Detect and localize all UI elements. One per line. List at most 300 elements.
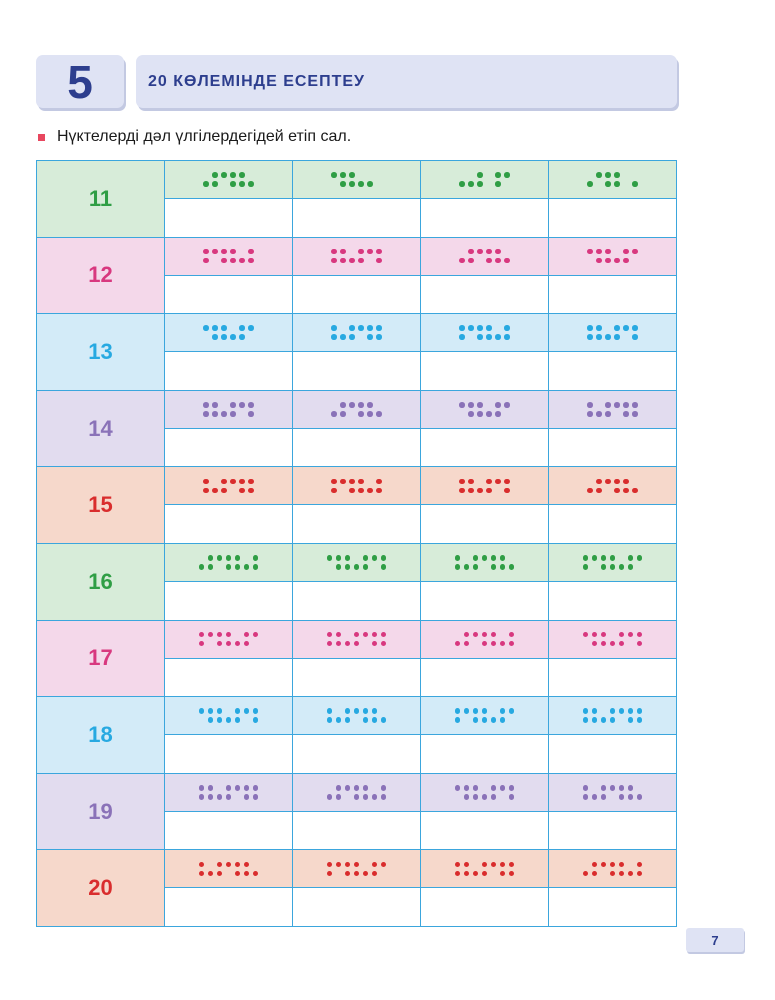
dot bbox=[495, 334, 501, 340]
dot bbox=[623, 411, 629, 417]
dot-sample bbox=[165, 314, 292, 352]
dot bbox=[235, 641, 241, 647]
dot-slot bbox=[251, 869, 260, 878]
dot bbox=[239, 258, 245, 264]
dot-slot bbox=[206, 707, 215, 716]
drawing-area[interactable] bbox=[293, 888, 420, 926]
dot-slot bbox=[379, 562, 388, 571]
dot-slot bbox=[462, 630, 471, 639]
dot bbox=[486, 258, 492, 264]
dot-slot bbox=[595, 171, 604, 180]
dot-sample bbox=[549, 850, 676, 888]
dot-slot bbox=[489, 707, 498, 716]
drawing-area[interactable] bbox=[293, 735, 420, 773]
dot-slot bbox=[206, 869, 215, 878]
dot-slot bbox=[197, 562, 206, 571]
dot-slot bbox=[361, 707, 370, 716]
dot bbox=[477, 402, 483, 408]
drawing-area[interactable] bbox=[165, 812, 292, 850]
pattern-cell bbox=[549, 774, 677, 851]
drawing-area[interactable] bbox=[165, 888, 292, 926]
drawing-area[interactable] bbox=[165, 352, 292, 390]
dot-slot bbox=[348, 324, 357, 333]
dot-slot bbox=[489, 562, 498, 571]
dot bbox=[455, 871, 461, 877]
dot-slot bbox=[197, 639, 206, 648]
dot bbox=[491, 632, 497, 638]
dot bbox=[230, 181, 236, 187]
dot-slot bbox=[622, 400, 631, 409]
dot-slot bbox=[480, 860, 489, 869]
dot-slot bbox=[635, 707, 644, 716]
row-number: 18 bbox=[37, 697, 165, 774]
dot-slot bbox=[581, 792, 590, 801]
drawing-area[interactable] bbox=[165, 659, 292, 697]
dot-slot bbox=[357, 247, 366, 256]
dot-slot bbox=[635, 639, 644, 648]
dot-slot bbox=[238, 333, 247, 342]
dot bbox=[628, 871, 634, 877]
dot bbox=[372, 708, 378, 714]
lesson-title: 20 КӨЛЕМІНДЕ ЕСЕПТЕУ bbox=[148, 72, 365, 90]
drawing-area[interactable] bbox=[421, 812, 548, 850]
dot bbox=[614, 334, 620, 340]
dot bbox=[354, 785, 360, 791]
dot bbox=[610, 555, 616, 561]
dot-slot bbox=[626, 869, 635, 878]
drawing-area[interactable] bbox=[165, 505, 292, 543]
dot bbox=[509, 794, 515, 800]
drawing-area[interactable] bbox=[421, 276, 548, 314]
dot-sample bbox=[165, 161, 292, 199]
dot-sample bbox=[293, 544, 420, 582]
dot-slot bbox=[215, 783, 224, 792]
dot-slot bbox=[453, 707, 462, 716]
dot-slot bbox=[242, 869, 251, 878]
dot-slot bbox=[622, 247, 631, 256]
dot-slot bbox=[343, 630, 352, 639]
dot-slot bbox=[370, 792, 379, 801]
dot-group bbox=[330, 247, 384, 265]
dot bbox=[221, 249, 227, 255]
pattern-cell bbox=[549, 314, 677, 391]
dot bbox=[345, 862, 351, 868]
dot-slot bbox=[617, 792, 626, 801]
dot bbox=[221, 488, 227, 494]
dot bbox=[203, 249, 209, 255]
dot-slot bbox=[370, 716, 379, 725]
dot bbox=[349, 479, 355, 485]
dot-slot bbox=[635, 860, 644, 869]
dot bbox=[605, 172, 611, 178]
dot-slot bbox=[233, 639, 242, 648]
dot bbox=[331, 488, 337, 494]
dot-slot bbox=[242, 630, 251, 639]
dot-slot bbox=[489, 630, 498, 639]
drawing-area[interactable] bbox=[421, 199, 548, 237]
dot-slot bbox=[617, 707, 626, 716]
dot-slot bbox=[343, 716, 352, 725]
dot bbox=[381, 555, 387, 561]
dot bbox=[596, 488, 602, 494]
drawing-area[interactable] bbox=[165, 276, 292, 314]
dot bbox=[349, 325, 355, 331]
dot-group bbox=[586, 247, 640, 265]
dot-slot bbox=[352, 869, 361, 878]
pattern-cell bbox=[421, 544, 549, 621]
dot-slot bbox=[635, 630, 644, 639]
instruction-line bbox=[38, 128, 351, 146]
dot bbox=[349, 258, 355, 264]
dot-slot bbox=[247, 477, 256, 486]
dot bbox=[619, 785, 625, 791]
dot-slot bbox=[453, 716, 462, 725]
dot-slot bbox=[613, 333, 622, 342]
dot-slot bbox=[485, 171, 494, 180]
dot-slot bbox=[507, 869, 516, 878]
instruction-text: Нүктелерді дәл үлгілердегідей етіп сал. bbox=[57, 128, 352, 145]
dot-slot bbox=[224, 792, 233, 801]
dot-slot bbox=[485, 333, 494, 342]
dot-slot bbox=[458, 333, 467, 342]
dot-slot bbox=[489, 869, 498, 878]
dot-group bbox=[458, 477, 512, 495]
dot-sample bbox=[421, 161, 548, 199]
dot bbox=[468, 325, 474, 331]
dot bbox=[491, 564, 497, 570]
dot-slot bbox=[379, 783, 388, 792]
dot-slot bbox=[494, 400, 503, 409]
dot-slot bbox=[467, 477, 476, 486]
dot-slot bbox=[202, 324, 211, 333]
dot-group bbox=[453, 860, 516, 878]
dot-slot bbox=[247, 486, 256, 495]
dot bbox=[327, 717, 333, 723]
row-number: 13 bbox=[37, 314, 165, 391]
dot-sample bbox=[421, 467, 548, 505]
dot-slot bbox=[343, 639, 352, 648]
dot-group bbox=[330, 171, 384, 189]
dot bbox=[248, 249, 254, 255]
dot-slot bbox=[631, 247, 640, 256]
dot-sample bbox=[421, 391, 548, 429]
dot-slot bbox=[251, 860, 260, 869]
dot-slot bbox=[366, 324, 375, 333]
dot-sample bbox=[549, 161, 676, 199]
dot bbox=[345, 871, 351, 877]
drawing-area[interactable] bbox=[293, 812, 420, 850]
pattern-cell bbox=[165, 238, 293, 315]
dot-slot bbox=[224, 860, 233, 869]
dot bbox=[614, 325, 620, 331]
dot-slot bbox=[379, 860, 388, 869]
dot bbox=[345, 785, 351, 791]
dot bbox=[601, 717, 607, 723]
dot-slot bbox=[366, 333, 375, 342]
dot-group bbox=[197, 630, 260, 648]
dot-slot bbox=[604, 486, 613, 495]
dot-slot bbox=[242, 553, 251, 562]
dot bbox=[628, 785, 634, 791]
drawing-area[interactable] bbox=[549, 888, 676, 926]
dot-slot bbox=[215, 630, 224, 639]
dot bbox=[358, 249, 364, 255]
dot bbox=[331, 258, 337, 264]
dot bbox=[349, 488, 355, 494]
dot bbox=[610, 785, 616, 791]
dot bbox=[358, 479, 364, 485]
dot-slot bbox=[251, 639, 260, 648]
drawing-area[interactable] bbox=[293, 199, 420, 237]
dot-slot bbox=[471, 783, 480, 792]
dot-slot bbox=[375, 486, 384, 495]
dot-slot bbox=[453, 562, 462, 571]
dot bbox=[226, 641, 232, 647]
dot-slot bbox=[485, 477, 494, 486]
dot-slot bbox=[238, 400, 247, 409]
dot bbox=[495, 479, 501, 485]
dot-slot bbox=[613, 256, 622, 265]
dot bbox=[381, 785, 387, 791]
dot-slot bbox=[339, 324, 348, 333]
dot bbox=[345, 717, 351, 723]
dot bbox=[203, 411, 209, 417]
dot-group bbox=[197, 860, 260, 878]
pattern-cell bbox=[421, 774, 549, 851]
dot-slot bbox=[604, 400, 613, 409]
dot-slot bbox=[622, 486, 631, 495]
dot bbox=[583, 555, 589, 561]
dot-slot bbox=[608, 562, 617, 571]
dot-sample bbox=[165, 391, 292, 429]
dot bbox=[248, 411, 254, 417]
dot bbox=[358, 181, 364, 187]
dot-sample bbox=[549, 697, 676, 735]
dot-slot bbox=[375, 171, 384, 180]
dot-slot bbox=[215, 553, 224, 562]
dot bbox=[610, 708, 616, 714]
pattern-cell bbox=[293, 774, 421, 851]
drawing-area[interactable] bbox=[549, 735, 676, 773]
drawing-area[interactable] bbox=[293, 505, 420, 543]
dot bbox=[199, 641, 205, 647]
pattern-cell bbox=[549, 621, 677, 698]
drawing-area[interactable] bbox=[549, 659, 676, 697]
dot bbox=[500, 717, 506, 723]
dot bbox=[327, 632, 333, 638]
dot bbox=[455, 862, 461, 868]
dot-slot bbox=[379, 716, 388, 725]
drawing-area[interactable] bbox=[293, 659, 420, 697]
dot-slot bbox=[233, 792, 242, 801]
dot-slot bbox=[215, 639, 224, 648]
dot bbox=[605, 334, 611, 340]
dot-slot bbox=[462, 562, 471, 571]
dot-slot bbox=[197, 783, 206, 792]
drawing-area[interactable] bbox=[549, 199, 676, 237]
dot bbox=[349, 181, 355, 187]
dot-slot bbox=[507, 553, 516, 562]
dot bbox=[239, 172, 245, 178]
dot-slot bbox=[206, 792, 215, 801]
dot bbox=[221, 411, 227, 417]
dot-slot bbox=[581, 860, 590, 869]
drawing-area[interactable] bbox=[165, 429, 292, 467]
drawing-area[interactable] bbox=[549, 812, 676, 850]
dot-slot bbox=[211, 400, 220, 409]
dot bbox=[473, 564, 479, 570]
pattern-cell bbox=[165, 314, 293, 391]
dot bbox=[623, 258, 629, 264]
drawing-area[interactable] bbox=[421, 888, 548, 926]
dot-group bbox=[586, 400, 640, 418]
dot-sample bbox=[293, 774, 420, 812]
pattern-cell bbox=[293, 621, 421, 698]
dot-group bbox=[586, 324, 640, 342]
dot bbox=[477, 249, 483, 255]
dot-slot bbox=[370, 562, 379, 571]
dot bbox=[331, 249, 337, 255]
drawing-area[interactable] bbox=[549, 505, 676, 543]
dot bbox=[477, 334, 483, 340]
dot-slot bbox=[507, 707, 516, 716]
dot-slot bbox=[613, 171, 622, 180]
dot-slot bbox=[247, 171, 256, 180]
dot bbox=[632, 334, 638, 340]
dot bbox=[610, 564, 616, 570]
dot-slot bbox=[330, 256, 339, 265]
drawing-area[interactable] bbox=[421, 505, 548, 543]
dot-sample bbox=[165, 238, 292, 276]
drawing-area[interactable] bbox=[421, 582, 548, 620]
dot-sample bbox=[293, 391, 420, 429]
dot-slot bbox=[229, 409, 238, 418]
dot bbox=[253, 564, 259, 570]
pattern-cell bbox=[293, 161, 421, 238]
row-18 bbox=[37, 697, 677, 774]
dot-slot bbox=[581, 553, 590, 562]
dot-slot bbox=[251, 716, 260, 725]
drawing-area[interactable] bbox=[293, 582, 420, 620]
dot-slot bbox=[453, 630, 462, 639]
dot bbox=[253, 785, 259, 791]
drawing-area[interactable] bbox=[549, 276, 676, 314]
dot bbox=[482, 641, 488, 647]
drawing-area[interactable] bbox=[293, 352, 420, 390]
dot bbox=[504, 172, 510, 178]
dot-slot bbox=[339, 477, 348, 486]
dot-slot bbox=[617, 783, 626, 792]
dot bbox=[619, 708, 625, 714]
dot-slot bbox=[586, 486, 595, 495]
row-11 bbox=[37, 161, 677, 238]
dot-slot bbox=[330, 324, 339, 333]
drawing-area[interactable] bbox=[421, 659, 548, 697]
dot-slot bbox=[595, 180, 604, 189]
dot bbox=[208, 794, 214, 800]
drawing-area[interactable] bbox=[293, 429, 420, 467]
dot bbox=[482, 794, 488, 800]
dot bbox=[583, 794, 589, 800]
dot-slot bbox=[613, 400, 622, 409]
dot-slot bbox=[494, 333, 503, 342]
dot-slot bbox=[617, 869, 626, 878]
dot bbox=[217, 555, 223, 561]
dot-sample bbox=[165, 467, 292, 505]
drawing-area[interactable] bbox=[165, 735, 292, 773]
dot bbox=[212, 411, 218, 417]
dot-slot bbox=[334, 869, 343, 878]
dot bbox=[482, 717, 488, 723]
dot-slot bbox=[343, 792, 352, 801]
drawing-area[interactable] bbox=[549, 429, 676, 467]
dot-group bbox=[202, 324, 256, 342]
dot-slot bbox=[247, 400, 256, 409]
dot bbox=[614, 479, 620, 485]
dot bbox=[468, 411, 474, 417]
dot-slot bbox=[626, 783, 635, 792]
dot bbox=[509, 632, 515, 638]
dot bbox=[217, 794, 223, 800]
dot-slot bbox=[224, 562, 233, 571]
dot-slot bbox=[366, 256, 375, 265]
dot bbox=[248, 181, 254, 187]
dot-slot bbox=[476, 333, 485, 342]
dot-slot bbox=[498, 639, 507, 648]
dot bbox=[340, 334, 346, 340]
dot bbox=[199, 794, 205, 800]
dot bbox=[619, 564, 625, 570]
dot-slot bbox=[586, 180, 595, 189]
drawing-area[interactable] bbox=[549, 352, 676, 390]
dot-slot bbox=[590, 562, 599, 571]
dot-slot bbox=[361, 860, 370, 869]
dot-slot bbox=[599, 562, 608, 571]
dot-slot bbox=[379, 639, 388, 648]
dot-slot bbox=[215, 707, 224, 716]
dot-slot bbox=[325, 716, 334, 725]
dot-slot bbox=[617, 639, 626, 648]
drawing-area[interactable] bbox=[421, 429, 548, 467]
dot-slot bbox=[379, 630, 388, 639]
dot-slot bbox=[343, 869, 352, 878]
dot-slot bbox=[233, 630, 242, 639]
dot-slot bbox=[375, 333, 384, 342]
dot-group bbox=[325, 630, 388, 648]
dot bbox=[583, 632, 589, 638]
dot-slot bbox=[233, 860, 242, 869]
dot-slot bbox=[325, 869, 334, 878]
dot bbox=[354, 862, 360, 868]
drawing-area[interactable] bbox=[549, 582, 676, 620]
drawing-area[interactable] bbox=[165, 199, 292, 237]
dot bbox=[363, 871, 369, 877]
drawing-area[interactable] bbox=[165, 582, 292, 620]
dot-slot bbox=[467, 256, 476, 265]
dot-slot bbox=[348, 256, 357, 265]
dot-slot bbox=[238, 247, 247, 256]
dot-slot bbox=[489, 860, 498, 869]
drawing-area[interactable] bbox=[421, 352, 548, 390]
dot bbox=[601, 555, 607, 561]
pattern-cell bbox=[549, 161, 677, 238]
drawing-area[interactable] bbox=[421, 735, 548, 773]
dot-slot bbox=[247, 256, 256, 265]
dot-group bbox=[202, 400, 256, 418]
dot-slot bbox=[476, 171, 485, 180]
drawing-area[interactable] bbox=[293, 276, 420, 314]
dot bbox=[592, 794, 598, 800]
